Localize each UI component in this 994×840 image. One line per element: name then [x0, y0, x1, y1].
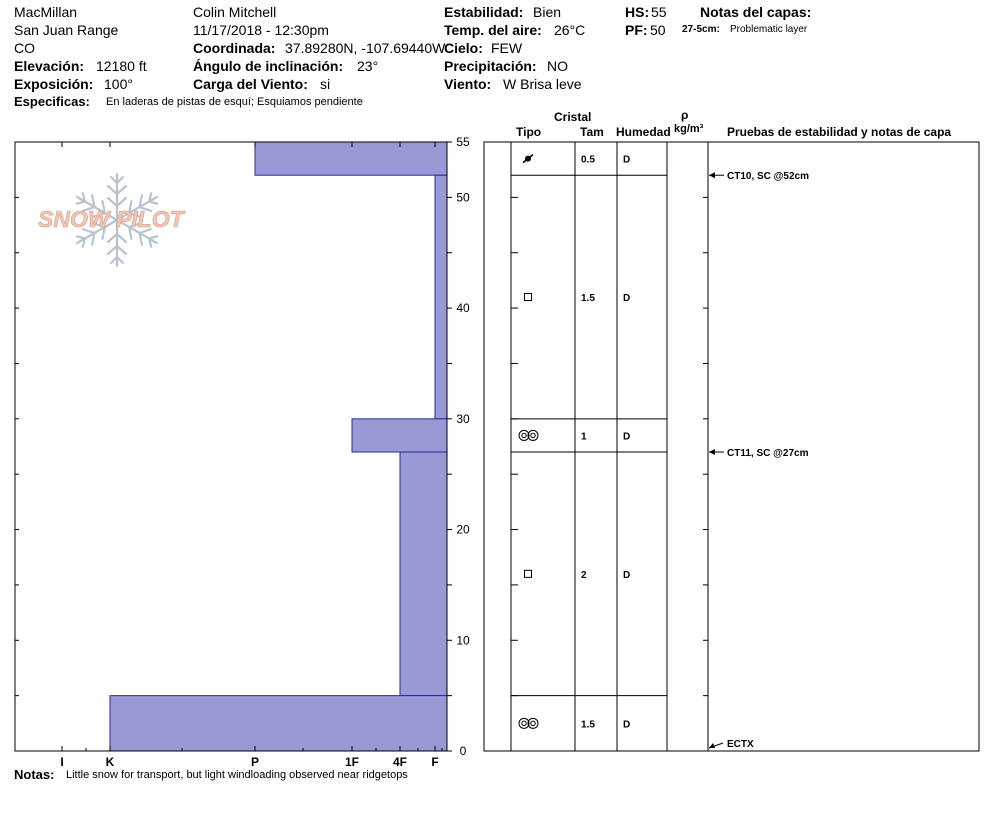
test-arrow-head — [709, 449, 715, 455]
test-arrow-head — [709, 743, 715, 748]
test-label: ECTX — [727, 739, 754, 750]
round-inner — [522, 721, 526, 725]
elevation-label: Elevación: — [14, 58, 85, 74]
hs-label: HS: — [625, 4, 650, 20]
pf-value: 50 — [650, 22, 666, 38]
wind-load-value: si — [320, 76, 331, 92]
grain-size: 2 — [581, 569, 587, 581]
depth-label: 10 — [456, 633, 470, 648]
layer-table-frame — [484, 142, 979, 751]
hs-value: 55 — [651, 4, 667, 20]
depth-label: 40 — [456, 301, 470, 316]
hardness-label: P — [250, 755, 260, 769]
grain-size: 0.5 — [581, 154, 595, 166]
precip-value: NO — [547, 58, 568, 74]
elevation-value: 12180 ft — [96, 58, 147, 74]
depth-label: 55 — [456, 135, 470, 149]
cristal-header: Cristal — [554, 110, 592, 124]
facet-square — [525, 294, 532, 301]
air-temp-label: Temp. del aire: — [444, 22, 542, 38]
wind-load-label: Carga del Viento: — [193, 76, 308, 92]
sky-value: FEW — [491, 40, 523, 56]
air-temp-value: 26°C — [554, 22, 586, 38]
hardness-label: I — [60, 755, 64, 769]
round-inner — [522, 433, 526, 437]
moisture: D — [623, 431, 631, 443]
stability-label: Estabilidad: — [444, 4, 524, 20]
hardness-label: F — [431, 755, 439, 769]
fragment-dot — [525, 156, 531, 162]
test-label: CT11, SC @27cm — [727, 448, 809, 460]
tests-header: Pruebas de estabilidad y notas de capa — [727, 125, 952, 139]
hardness-axis — [60, 142, 442, 769]
slope-label: Ángulo de inclinación: — [193, 58, 344, 74]
notes-text: Little snow for transport, but light windloading observed near ridgetops — [66, 769, 408, 781]
depth-label: 0 — [459, 744, 467, 758]
hardness-label: K — [105, 755, 115, 769]
state: CO — [14, 40, 35, 56]
layer-notes-label: Notas del capas: — [700, 4, 812, 20]
exposure-label: Exposición: — [14, 76, 94, 92]
pf-label: PF: — [625, 22, 648, 38]
rho-header: ρ — [681, 108, 689, 122]
moisture: D — [623, 154, 631, 166]
density-unit-header: kg/m³ — [674, 123, 704, 135]
decomposing-fragments-icon — [523, 155, 533, 163]
hardness-label: 1F — [344, 755, 360, 769]
coord-label: Coordinada: — [193, 40, 276, 56]
hardness-label: 4F — [392, 755, 408, 769]
depth-label: 20 — [456, 522, 470, 537]
specifics-value: En laderas de pistas de esquí; Esquiamos pendiente — [106, 96, 363, 108]
facet-square — [525, 570, 532, 577]
hardness-bars — [110, 142, 447, 751]
depth-label: 50 — [456, 190, 470, 205]
faceted-crystals-icon — [525, 294, 532, 301]
specifics-label: Especificas: — [14, 94, 90, 109]
test-label: CT10, SC @52cm — [727, 171, 810, 183]
tipo-header: Tipo — [516, 125, 542, 139]
wind-label: Viento: — [444, 76, 492, 92]
observer: Colin Mitchell — [193, 4, 277, 20]
round-inner — [531, 721, 535, 725]
layer-note-text: Problematic layer — [730, 24, 808, 35]
test-arrow-head — [709, 172, 715, 178]
rounded-grains-icon — [519, 430, 538, 440]
precip-label: Precipitación: — [444, 58, 537, 74]
layer-table — [484, 142, 979, 751]
datetime: 11/17/2018 - 12:30pm — [193, 22, 329, 38]
exposure-value: 100° — [104, 76, 133, 92]
hardness-bar — [435, 175, 447, 419]
grain-size: 1.5 — [581, 719, 595, 731]
stability-tests — [709, 171, 809, 750]
coord-value: 37.89280N, -107.69440W — [285, 40, 446, 56]
faceted-crystals-icon — [525, 570, 532, 577]
hardness-bar — [110, 696, 447, 751]
moisture: D — [623, 569, 631, 581]
depth-label: 30 — [456, 411, 470, 426]
sky-label: Cielo: — [444, 40, 483, 56]
round-inner — [531, 433, 535, 437]
hardness-bar — [255, 142, 447, 175]
notes-label: Notas: — [14, 767, 55, 782]
humedad-header: Humedad — [616, 125, 671, 139]
wind-value: W Brisa leve — [503, 76, 582, 92]
logo-text: SNOW PILOT — [38, 206, 184, 232]
location: MacMillan — [14, 4, 78, 20]
layer-note-range: 27-5cm: — [682, 24, 720, 35]
range: San Juan Range — [14, 22, 119, 38]
moisture: D — [623, 293, 631, 305]
rounded-grains-icon — [519, 718, 538, 728]
slope-value: 23° — [357, 58, 379, 74]
grain-size: 1 — [581, 431, 587, 443]
stability-value: Bien — [533, 4, 562, 20]
tam-header: Tam — [580, 125, 604, 139]
hardness-bar — [400, 452, 447, 696]
grain-size: 1.5 — [581, 293, 595, 305]
hardness-bar — [352, 419, 447, 452]
moisture: D — [623, 719, 631, 731]
